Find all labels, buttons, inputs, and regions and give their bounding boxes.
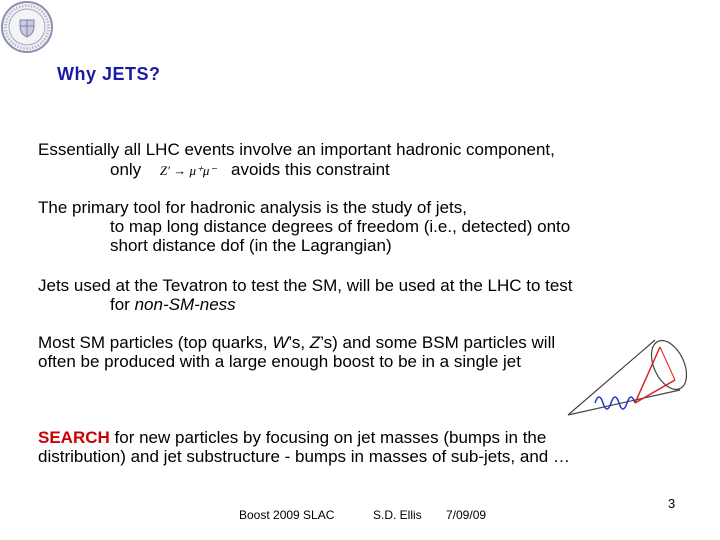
slide-title: Why JETS? bbox=[57, 64, 161, 84]
w-symbol: W bbox=[272, 333, 289, 352]
paragraph-2-line-2: to map long distance degrees of freedom (i.e., detected) onto bbox=[110, 217, 571, 236]
p4-text-b: ’s, bbox=[288, 333, 306, 352]
search-keyword: SEARCH bbox=[38, 428, 110, 447]
paragraph-4-line-1 bbox=[38, 333, 555, 352]
p4-text-a: Most SM particles (top quarks, bbox=[38, 333, 268, 352]
paragraph-2-line-1: The primary tool for hadronic analysis is the study of jets, bbox=[38, 198, 467, 217]
footer-date: 7/09/09 bbox=[446, 508, 487, 522]
page-number: 3 bbox=[668, 496, 676, 511]
footer-author: S.D. Ellis bbox=[373, 508, 422, 522]
decay-products bbox=[635, 347, 675, 403]
footer-event: Boost 2009 SLAC bbox=[239, 508, 335, 522]
p5-text: for new particles by focusing on jet masses (bumps in the bbox=[114, 428, 547, 447]
paragraph-5-line-2: distribution) and jet substructure - bumps in masses of sub-jets, and … bbox=[38, 447, 570, 466]
jet-cone-diagram bbox=[560, 325, 700, 425]
for-text: for bbox=[110, 295, 130, 314]
paragraph-4-line-2: often be produced with a large enough boost to be in a single jet bbox=[38, 352, 521, 371]
non-sm-ness-text: non-SM-ness bbox=[134, 295, 236, 314]
p4-text-c: ’s) and some BSM particles will bbox=[320, 333, 556, 352]
paragraph-1-line-1: Essentially all LHC events involve an important hadronic component, bbox=[38, 140, 555, 159]
paragraph-5-line-1 bbox=[38, 428, 546, 447]
university-seal-icon bbox=[0, 0, 54, 54]
z-prime-to-muons-formula: Z′ → μ⁺μ⁻ bbox=[159, 163, 217, 178]
paragraph-1-line-2 bbox=[110, 160, 390, 180]
paragraph-2-line-3: short distance dof (in the Lagrangian) bbox=[110, 236, 392, 255]
constraint-text: avoids this constraint bbox=[231, 160, 390, 179]
only-text: only bbox=[110, 160, 142, 179]
paragraph-3-line-2 bbox=[110, 295, 236, 314]
z-symbol: Z bbox=[309, 333, 321, 352]
jet-cone-outline bbox=[568, 335, 694, 415]
paragraph-3-line-1: Jets used at the Tevatron to test the SM, will be used at the LHC to test bbox=[38, 276, 573, 295]
